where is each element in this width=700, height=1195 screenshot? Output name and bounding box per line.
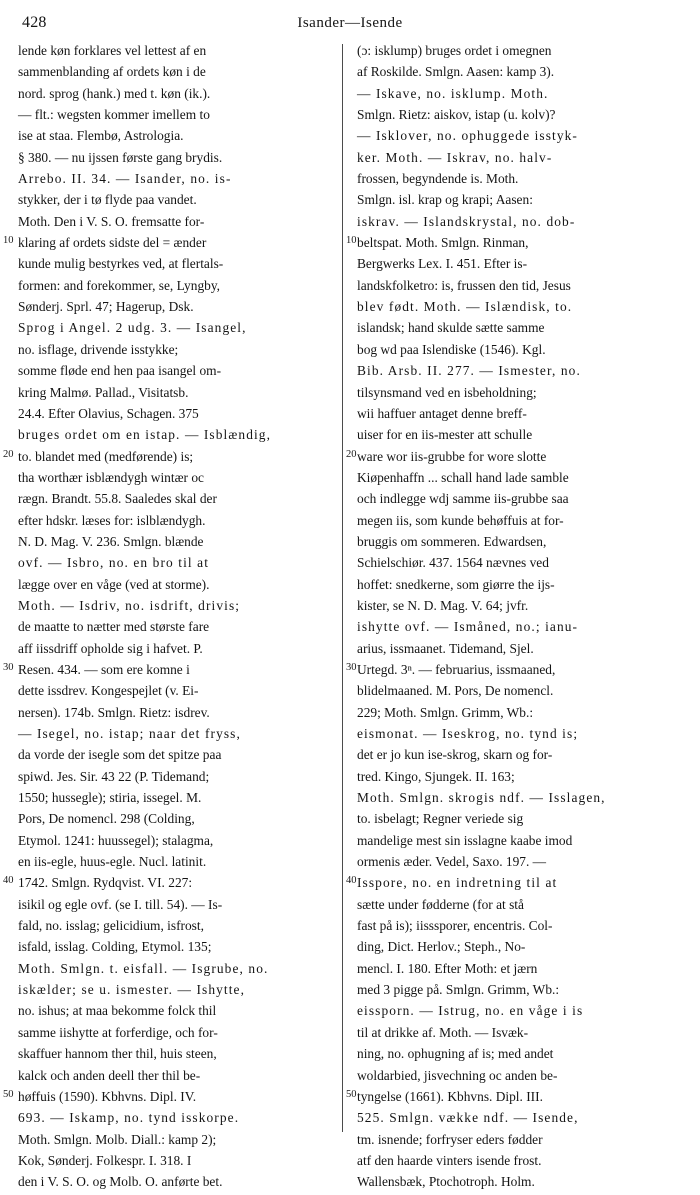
text-line xyxy=(18,704,332,725)
text-line xyxy=(357,512,671,533)
line-text: mencl. I. 180. Efter Moth: et jærn xyxy=(357,960,538,976)
line-text: to. blandet med (medførende) is; xyxy=(18,448,194,464)
line-text: 1550; hussegle); stiria, issegel. M. xyxy=(18,790,202,806)
text-line xyxy=(18,1131,332,1152)
text-line xyxy=(346,448,671,469)
text-line xyxy=(18,106,332,127)
text-line xyxy=(357,1152,671,1173)
line-text: fast på is); iisssporer, encentris. Col- xyxy=(357,918,553,934)
line-text: blidelmaaned. M. Pors, De nomencl. xyxy=(357,683,554,699)
text-line xyxy=(18,42,332,63)
line-text: mandelige mest sin isslagne kaabe imod xyxy=(357,832,573,848)
line-text: nord. sprog (hank.) med t. køn (ik.). xyxy=(18,85,211,101)
line-text: eismonat. — Iseskrog, no. tynd is; xyxy=(357,726,579,741)
text-line xyxy=(357,405,671,426)
text-line xyxy=(357,725,671,746)
line-number: 30 xyxy=(346,661,357,673)
line-text: 525. Smlgn. vække ndf. — Isende, xyxy=(357,1110,579,1126)
line-text: ware wor iis-grubbe for wore slotte xyxy=(357,448,547,464)
text-line xyxy=(357,682,671,703)
text-line xyxy=(18,170,332,191)
line-text: (ɔ: isklump) bruges ordet i omegnen xyxy=(357,43,552,58)
line-text: til at drikke af. Moth. — Isvæk- xyxy=(357,1024,529,1040)
text-line xyxy=(18,554,332,575)
text-line xyxy=(18,896,332,917)
line-text: dette issdrev. Kongespejlet (v. Ei- xyxy=(18,683,199,699)
line-text: § 380. — nu ijssen første gang brydis. xyxy=(18,149,223,165)
line-text: Kok, Sønderj. Folkespr. I. 318. I xyxy=(18,1152,192,1168)
line-text: eissporn. — Istrug, no. en våge i is xyxy=(357,1003,584,1019)
page-header xyxy=(18,14,682,32)
text-line xyxy=(357,1024,671,1045)
text-line xyxy=(357,597,671,618)
text-line xyxy=(357,490,671,511)
text-line xyxy=(357,191,671,212)
line-text: Moth. Smlgn. skrogis ndf. — Isslagen, xyxy=(357,790,606,806)
line-text: efter hdskr. læses for: islblændygh. xyxy=(18,512,206,528)
line-text: isikil og egle ovf. (se I. till. 54). — Is- xyxy=(18,896,223,912)
text-line xyxy=(357,832,671,853)
line-number: 10 xyxy=(346,235,357,247)
line-text: hoffet: snedkerne, som giørre the ijs- xyxy=(357,576,555,592)
text-line xyxy=(357,768,671,789)
line-text: spiwd. Jes. Sir. 43 22 (P. Tidemand; xyxy=(18,768,210,784)
line-text: Wallensbæk, Ptochotroph. Holm. xyxy=(357,1174,535,1190)
text-line xyxy=(357,277,671,298)
text-line xyxy=(18,682,332,703)
line-text: 24.4. Efter Olavius, Schagen. 375 xyxy=(18,405,199,421)
text-line xyxy=(18,1002,332,1023)
text-line xyxy=(346,1088,671,1109)
text-line xyxy=(357,63,671,84)
running-title: Isander—Isende xyxy=(297,15,403,31)
text-line xyxy=(357,42,671,63)
line-number: 20 xyxy=(3,448,14,460)
line-text: megen iis, som kunde behøffuis at for- xyxy=(357,512,564,528)
text-line xyxy=(18,384,332,405)
text-line xyxy=(3,234,332,255)
text-line xyxy=(357,426,671,447)
text-line xyxy=(18,1045,332,1066)
text-line xyxy=(357,981,671,1002)
text-line xyxy=(18,960,332,981)
text-line xyxy=(18,1152,332,1173)
line-text: af Roskilde. Smlgn. Aasen: kamp 3). xyxy=(357,64,555,80)
line-text: Moth. — Isdriv, no. isdrift, drivis; xyxy=(18,597,241,613)
text-line xyxy=(357,618,671,639)
text-line xyxy=(18,298,332,319)
line-text: stykker, der i tø flyde paa vandet. xyxy=(18,192,197,208)
line-text: wii haffuer antaget denne breff- xyxy=(357,405,527,421)
line-text: och indlegge wdj samme iis-grubbe saa xyxy=(357,491,569,507)
line-text: høffuis (1590). Kbhvns. Dipl. IV. xyxy=(18,1088,197,1104)
line-text: tilsynsmand ved en isbeholdning; xyxy=(357,384,537,400)
line-text: somme fløde end hen paa isangel om- xyxy=(18,363,222,379)
line-text: Pors, De nomencl. 298 (Colding, xyxy=(18,811,195,827)
line-text: isfald, isslag. Colding, Etymol. 135; xyxy=(18,939,212,955)
text-line xyxy=(18,640,332,661)
line-number: 40 xyxy=(3,875,14,887)
text-line xyxy=(18,810,332,831)
line-text: fald, no. isslag; gelicidium, isfrost, xyxy=(18,918,204,934)
text-line xyxy=(18,277,332,298)
line-text: tha worthær isblændygh wintær oc xyxy=(18,469,204,485)
text-line xyxy=(357,789,671,810)
line-text: de maatte to nætter med største fare xyxy=(18,619,210,635)
line-text: Smlgn. isl. krap og krapi; Aasen: xyxy=(357,192,533,208)
line-text: iskrav. — Islandskrystal, no. dob- xyxy=(357,213,576,229)
line-text: ishytte ovf. — Ismåned, no.; ianu- xyxy=(357,619,579,635)
text-line xyxy=(18,149,332,170)
text-line xyxy=(18,1109,332,1130)
line-text: bruggis om sommeren. Edwardsen, xyxy=(357,533,547,549)
line-text: Etymol. 1241: huussegel); stalagma, xyxy=(18,832,214,848)
line-text: Bib. Arsb. II. 277. — Ismester, no. xyxy=(357,363,581,379)
text-line xyxy=(18,341,332,362)
line-text: da vorde der isegle som det spitze paa xyxy=(18,747,222,763)
text-line xyxy=(357,1109,671,1130)
line-text: beltspat. Moth. Smlgn. Rinman, xyxy=(357,235,529,251)
line-text: kring Malmø. Pallad., Visitatsb. xyxy=(18,384,189,400)
text-line xyxy=(357,298,671,319)
line-text: ormenis æder. Vedel, Saxo. 197. — xyxy=(357,854,547,870)
text-line xyxy=(357,896,671,917)
text-line xyxy=(357,213,671,234)
text-line xyxy=(18,191,332,212)
line-text: ding, Dict. Herlov.; Steph., No- xyxy=(357,939,526,955)
text-line xyxy=(18,1067,332,1088)
line-text: Urtegd. 3ⁿ. — februarius, issmaaned, xyxy=(357,661,556,677)
text-line xyxy=(18,469,332,490)
text-line xyxy=(18,938,332,959)
text-line xyxy=(18,832,332,853)
text-line xyxy=(357,810,671,831)
line-text: det er jo kun ise-skrog, skarn og for- xyxy=(357,747,553,763)
text-line xyxy=(357,1131,671,1152)
line-text: med 3 pigge på. Smlgn. Grimm, Wb.: xyxy=(357,982,560,998)
line-text: bruges ordet om en istap. — Isblændig, xyxy=(18,427,272,443)
line-text: tyngelse (1661). Kbhvns. Dipl. III. xyxy=(357,1088,543,1104)
line-text: skaffuer hannom ther thil, huis steen, xyxy=(18,1046,217,1062)
text-line xyxy=(18,319,332,340)
line-text: — flt.: wegsten kommer imellem to xyxy=(18,107,210,123)
text-line xyxy=(357,1067,671,1088)
line-text: N. D. Mag. V. 236. Smlgn. blænde xyxy=(18,533,204,549)
text-line xyxy=(18,725,332,746)
text-line xyxy=(18,917,332,938)
line-text: ise at staa. Flembø, Astrologia. xyxy=(18,128,184,144)
line-text: Sønderj. Sprl. 47; Hagerup, Dsk. xyxy=(18,299,194,315)
text-line xyxy=(18,85,332,106)
text-line xyxy=(357,917,671,938)
text-line xyxy=(357,746,671,767)
line-text: — Isklover, no. ophuggede isstyk- xyxy=(357,128,578,144)
right-text-column xyxy=(343,42,671,1190)
text-line xyxy=(18,255,332,276)
line-text: — Iskave, no. isklump. Moth. xyxy=(357,85,549,101)
line-text: 229; Moth. Smlgn. Grimm, Wb.: xyxy=(357,704,534,720)
text-line xyxy=(18,426,332,447)
text-line xyxy=(3,661,332,682)
line-text: tred. Kingo, Sjungek. II. 163; xyxy=(357,768,515,784)
line-text: kalck och anden deell ther thil be- xyxy=(18,1067,201,1083)
text-line xyxy=(357,106,671,127)
line-text: aff iissdriff opholde sig i hafvet. P. xyxy=(18,640,203,656)
line-text: samme iishytte at forferdige, och for- xyxy=(18,1024,218,1040)
text-line xyxy=(3,874,332,895)
line-text: Bergwerks Lex. I. 451. Efter is- xyxy=(357,256,528,272)
line-text: uiser for en iis-mester att schulle xyxy=(357,427,533,443)
line-text: to. isbelagt; Regner veriede sig xyxy=(357,811,524,827)
text-line xyxy=(18,362,332,383)
line-text: kunde mulig bestyrkes ved, at flertals- xyxy=(18,256,224,272)
line-text: lægge over en våge (ved at storme). xyxy=(18,576,210,592)
text-line xyxy=(3,448,332,469)
text-line xyxy=(18,490,332,511)
line-text: Smlgn. Rietz: aiskov, istap (u. kolv)? xyxy=(357,107,556,123)
line-text: Moth. Smlgn. Molb. Diall.: kamp 2); xyxy=(18,1131,217,1147)
line-text: formen: and forekommer, se, Lyngby, xyxy=(18,277,221,293)
line-text: tm. isnende; forfryser eders fødder xyxy=(357,1131,543,1147)
line-text: sætte under fødderne (for at stå xyxy=(357,896,524,912)
line-text: ovf. — Isbro, no. en bro til at xyxy=(18,555,210,571)
text-line xyxy=(18,405,332,426)
line-text: — Isegel, no. istap; naar det fryss, xyxy=(18,726,241,741)
text-line xyxy=(346,661,671,682)
text-line xyxy=(357,362,671,383)
text-line xyxy=(357,554,671,575)
line-number: 30 xyxy=(3,661,14,673)
text-line xyxy=(18,768,332,789)
text-line xyxy=(346,234,671,255)
line-number: 20 xyxy=(346,448,357,460)
line-number: 40 xyxy=(346,875,357,887)
line-text: kister, se N. D. Mag. V. 64; jvfr. xyxy=(357,597,529,613)
text-line xyxy=(357,170,671,191)
line-text: ning, no. ophugning af is; med andet xyxy=(357,1046,554,1062)
line-text: blev født. Moth. — Islændisk, to. xyxy=(357,299,573,315)
text-line xyxy=(357,704,671,725)
text-line xyxy=(18,618,332,639)
left-text-column xyxy=(3,42,342,1190)
line-text: Kiøpenhaffn ... schall hand lade samble xyxy=(357,469,569,485)
line-text: Schielschiør. 437. 1564 nævnes ved xyxy=(357,555,549,571)
line-text: sammenblanding af ordets køn i de xyxy=(18,64,206,80)
text-line xyxy=(18,1173,332,1194)
text-line xyxy=(357,384,671,405)
line-text: lende køn forklares vel lettest af en xyxy=(18,43,207,58)
page-number: 428 xyxy=(22,14,47,31)
line-text: frossen, begyndende is. Moth. xyxy=(357,171,519,187)
text-line xyxy=(357,960,671,981)
line-text: no. isflage, drivende isstykke; xyxy=(18,341,179,357)
line-text: rægn. Brandt. 55.8. Saaledes skal der xyxy=(18,491,217,507)
text-line xyxy=(357,938,671,959)
line-number: 10 xyxy=(3,235,14,247)
text-line xyxy=(357,341,671,362)
text-line xyxy=(357,319,671,340)
line-text: arius, issmaanet. Tidemand, Sjel. xyxy=(357,640,534,656)
line-text: Moth. Smlgn. t. eisfall. — Isgrube, no. xyxy=(18,960,269,976)
line-text: 1742. Smlgn. Rydqvist. VI. 227: xyxy=(18,875,193,891)
line-text: Arrebo. II. 34. — Isander, no. is- xyxy=(18,171,232,187)
text-line xyxy=(357,640,671,661)
text-line xyxy=(357,533,671,554)
text-line xyxy=(18,213,332,234)
line-text: islandsk; hand skulde sætte samme xyxy=(357,320,545,336)
text-line xyxy=(18,597,332,618)
line-text: iskælder; se u. ismester. — Ishytte, xyxy=(18,982,246,998)
text-line xyxy=(357,853,671,874)
line-number: 50 xyxy=(3,1088,14,1100)
text-line xyxy=(18,512,332,533)
text-line xyxy=(357,255,671,276)
line-text: atf den haarde vinters isende frost. xyxy=(357,1152,542,1168)
text-line xyxy=(357,1002,671,1023)
text-line xyxy=(357,85,671,106)
line-text: no. ishus; at maa bekomme folck thil xyxy=(18,1003,217,1019)
line-text: ker. Moth. — Iskrav, no. halv- xyxy=(357,149,553,165)
line-text: klaring af ordets sidste del = ænder xyxy=(18,235,207,251)
line-text: bog wd paa Islendiske (1546). Kgl. xyxy=(357,341,546,357)
line-text: landskfolketro: is, frussen den tid, Jesus xyxy=(357,277,571,293)
line-text: 693. — Iskamp, no. tynd isskorpe. xyxy=(18,1110,240,1126)
text-line xyxy=(18,1024,332,1045)
two-column-body xyxy=(3,42,682,1190)
line-text: en iis-egle, huus-egle. Nucl. latinit. xyxy=(18,854,207,870)
text-line xyxy=(357,149,671,170)
text-line xyxy=(357,1045,671,1066)
text-line xyxy=(346,874,671,895)
text-line xyxy=(18,533,332,554)
text-line xyxy=(18,789,332,810)
text-line xyxy=(357,1173,671,1194)
line-text: den i V. S. O. og Molb. O. anførte bet. xyxy=(18,1174,223,1190)
text-line xyxy=(18,127,332,148)
text-line xyxy=(18,853,332,874)
line-text: nersen). 174b. Smlgn. Rietz: isdrev. xyxy=(18,704,210,720)
line-text: Isspore, no. en indretning til at xyxy=(357,875,558,891)
line-text: woldarbied, jisvechning oc anden be- xyxy=(357,1067,558,1083)
line-text: Resen. 434. — som ere komne i xyxy=(18,661,190,677)
text-line xyxy=(18,576,332,597)
text-line xyxy=(357,576,671,597)
text-line xyxy=(357,469,671,490)
line-text: Moth. Den i V. S. O. fremsatte for- xyxy=(18,213,205,229)
line-text: Sprog i Angel. 2 udg. 3. — Isangel, xyxy=(18,320,247,336)
text-line xyxy=(18,981,332,1002)
line-number: 50 xyxy=(346,1088,357,1100)
text-line xyxy=(357,127,671,148)
text-line xyxy=(18,746,332,767)
text-line xyxy=(18,63,332,84)
text-line xyxy=(3,1088,332,1109)
